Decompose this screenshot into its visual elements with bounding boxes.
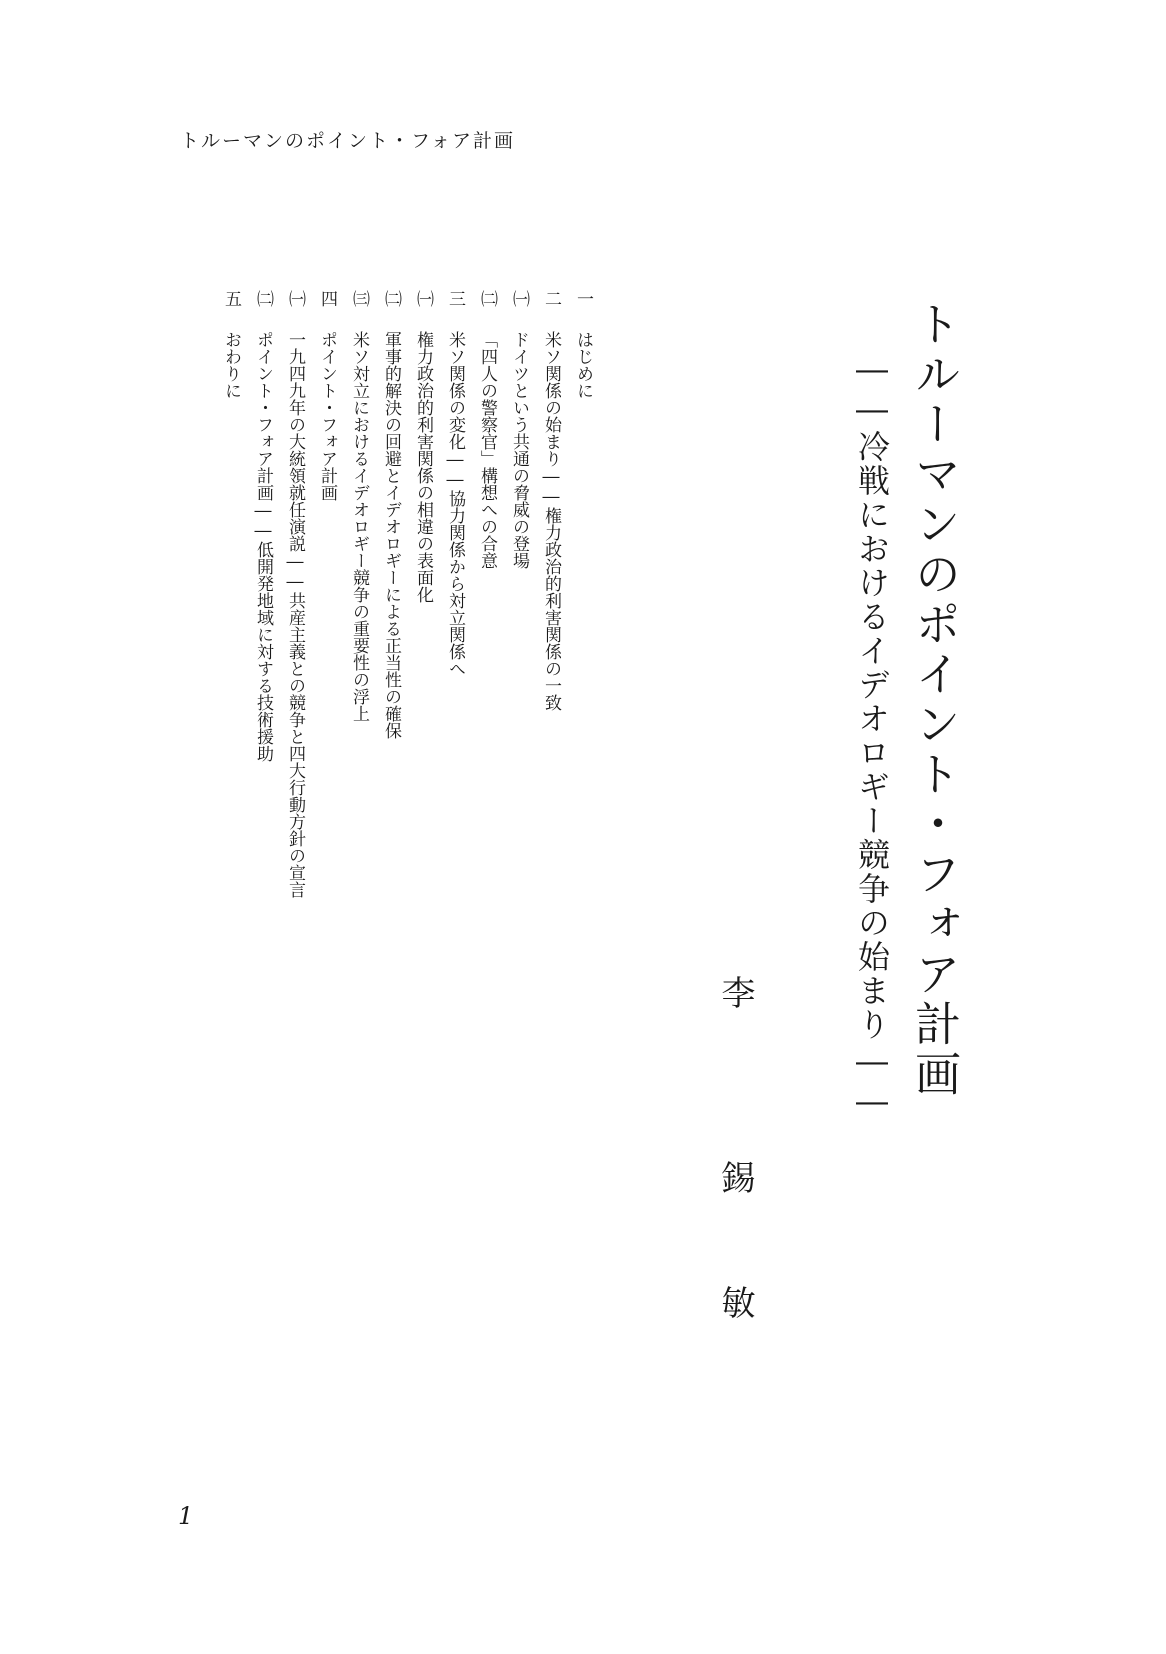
author-char-3: 敏 xyxy=(715,1285,755,1319)
running-header: トルーマンのポイント・フォア計画 xyxy=(180,130,516,152)
toc-item-number: ㈢ xyxy=(349,290,369,307)
toc-item xyxy=(566,290,600,399)
toc-item-number: ㈡ xyxy=(477,290,497,307)
author-char-2: 錫 xyxy=(715,1160,755,1194)
toc-item-text: はじめに xyxy=(573,331,593,399)
toc-item-text: ポイント・フォア計画 xyxy=(317,331,337,501)
toc-item-number: ㈡ xyxy=(253,290,273,307)
toc-item-text: 権力政治的利害関係の相違の表面化 xyxy=(413,331,433,603)
toc-item-text: おわりに xyxy=(221,331,241,399)
toc-item-number: 四 xyxy=(317,290,337,307)
toc-item-text: ポイント・フォア計画――低開発地域に対する技術援助 xyxy=(253,331,273,762)
toc-item-text: 一九四九年の大統領就任演説――共産主義との競争と四大行動方針の宣言 xyxy=(285,331,305,898)
toc-item xyxy=(278,290,312,898)
toc-item xyxy=(470,290,504,569)
toc-item xyxy=(438,290,472,677)
author-char-1: 李 xyxy=(715,975,755,1009)
toc-item xyxy=(502,290,536,569)
toc-item-number: ㈠ xyxy=(285,290,305,307)
toc-item-number: 三 xyxy=(445,290,465,307)
article-title: トルーマンのポイント・フォア計画 xyxy=(908,300,962,1100)
toc-item-text: ドイツという共通の脅威の登場 xyxy=(509,331,529,569)
toc-item xyxy=(246,290,280,762)
toc-item-text: 「四人の警察官」構想への合意 xyxy=(477,331,497,569)
toc-item-number: ㈠ xyxy=(509,290,529,307)
toc-item-text: 米ソ関係の始まり――権力政治的利害関係の一致 xyxy=(541,331,561,711)
toc-item-number: 一 xyxy=(573,290,593,307)
toc-item-number: 五 xyxy=(221,290,241,307)
toc-item xyxy=(374,290,408,739)
toc-item-number: ㈠ xyxy=(413,290,433,307)
toc-item xyxy=(342,290,376,722)
toc-item-number: ㈡ xyxy=(381,290,401,307)
toc-item xyxy=(310,290,344,501)
toc-item-text: 軍事的解決の回避とイデオロギーによる正当性の確保 xyxy=(381,331,401,739)
toc-item-text: 米ソ関係の変化――協力関係から対立関係へ xyxy=(445,331,465,677)
toc-item xyxy=(406,290,440,603)
toc-item xyxy=(214,290,248,399)
article-subtitle: ――冷戦におけるイデオロギー競争の始まり―― xyxy=(853,350,891,1122)
toc-item-text: 米ソ対立におけるイデオロギー競争の重要性の浮上 xyxy=(349,331,369,722)
page-number: 1 xyxy=(178,1502,194,1530)
toc-item-number: 二 xyxy=(541,290,561,307)
toc-item xyxy=(534,290,568,711)
